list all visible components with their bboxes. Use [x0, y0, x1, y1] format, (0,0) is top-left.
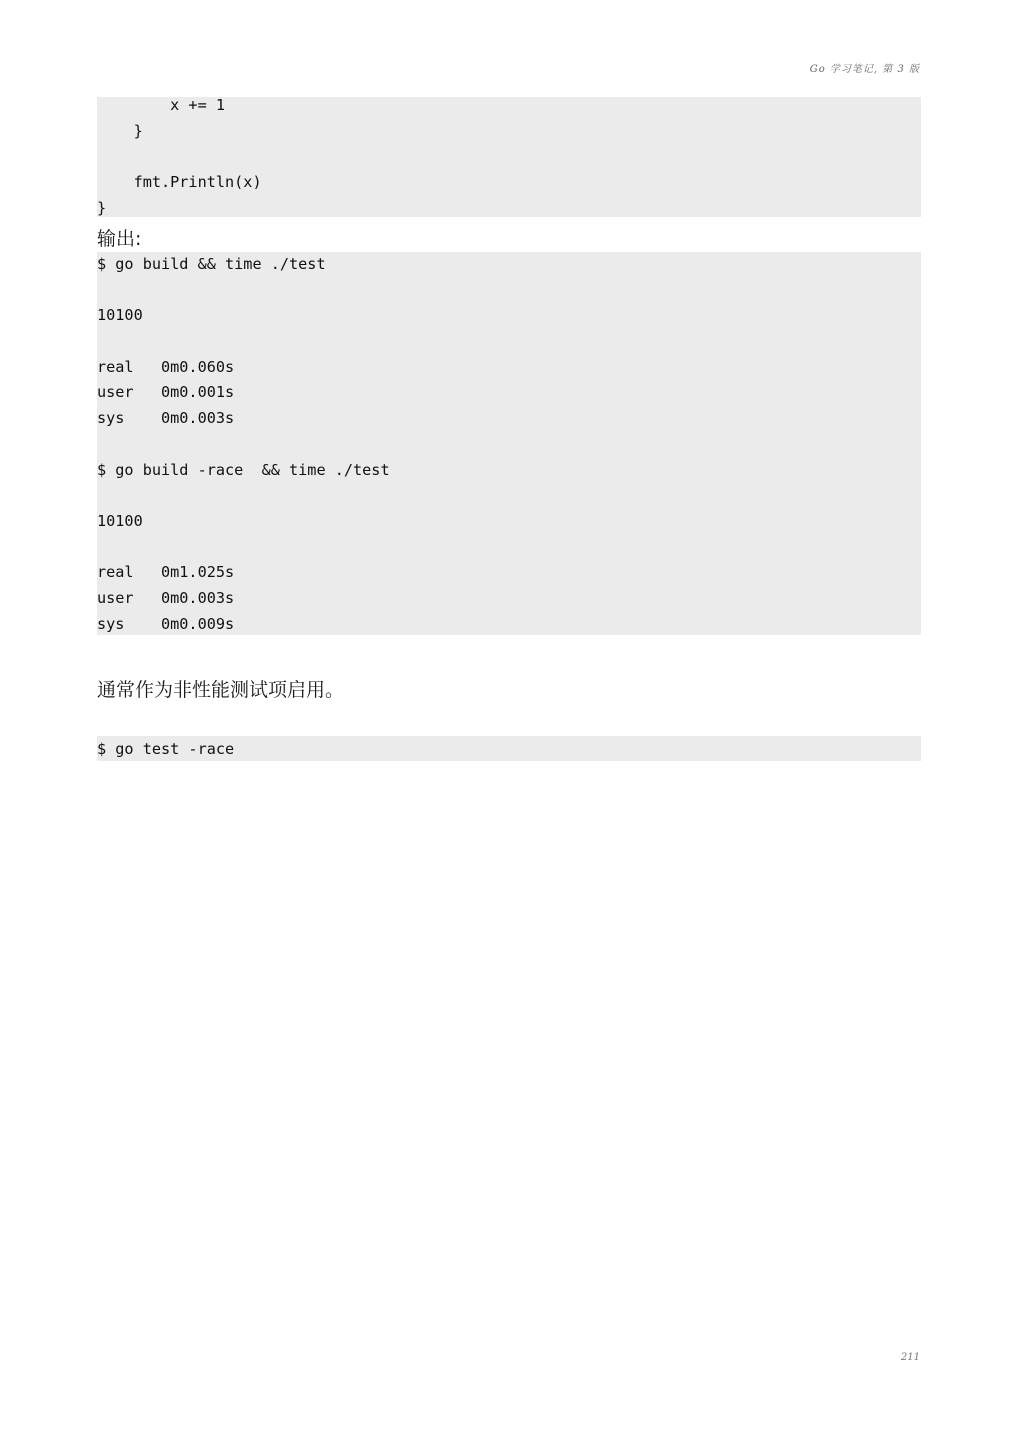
code-line: user 0m0.003s	[97, 588, 235, 607]
code-line	[97, 329, 921, 355]
code-line: 10100	[97, 306, 143, 325]
code-block-test-command	[97, 736, 921, 761]
code-line	[97, 144, 921, 170]
code-line: }	[97, 198, 107, 217]
code-line: }	[97, 121, 143, 140]
code-line	[97, 432, 921, 458]
code-line	[97, 535, 921, 561]
code-line: sys 0m0.003s	[97, 409, 235, 428]
code-line: user 0m0.001s	[97, 383, 235, 402]
running-header: Go 学习笔记, 第 3 版	[809, 64, 920, 75]
output-label: 输出:	[97, 228, 142, 250]
code-line: $ go build -race && time ./test	[97, 460, 390, 479]
code-line: real 0m1.025s	[97, 563, 235, 582]
code-line	[97, 278, 921, 304]
code-line: fmt.Println(x)	[97, 173, 262, 192]
code-block-terminal-output	[97, 252, 921, 635]
code-line: x += 1	[97, 97, 226, 114]
code-line: sys 0m0.009s	[97, 614, 235, 633]
code-line: real 0m0.060s	[97, 357, 235, 376]
code-line: $ go build && time ./test	[97, 255, 326, 273]
note-paragraph: 通常作为非性能测试项启用。	[97, 679, 345, 701]
page-number: 211	[900, 1352, 920, 1363]
code-line: 10100	[97, 511, 143, 530]
code-block-source-tail	[97, 97, 921, 217]
code-line: $ go test -race	[97, 740, 235, 758]
code-line	[97, 483, 921, 509]
